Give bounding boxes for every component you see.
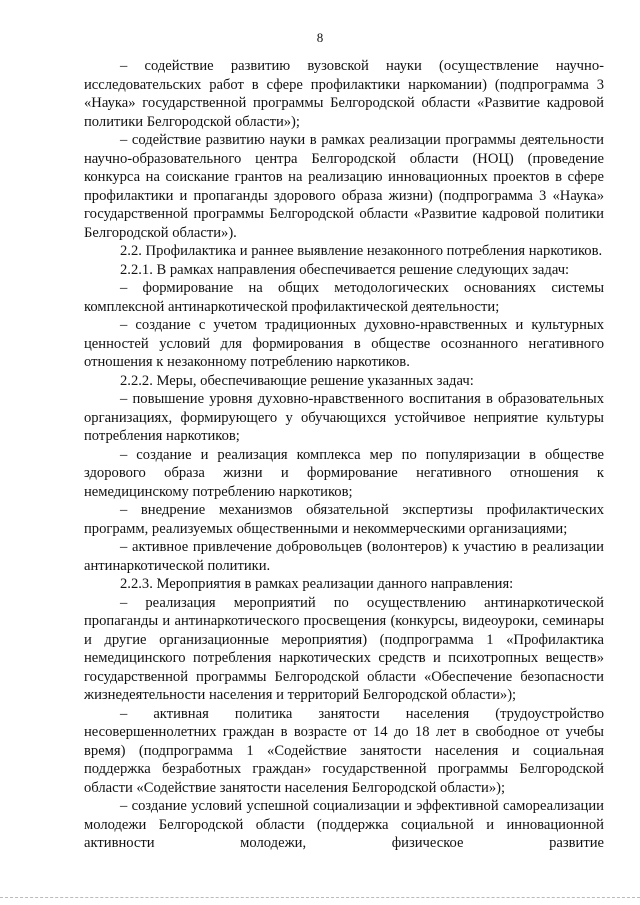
paragraph: – активное привлечение добровольцев (волонтеров) к участию в реализации антинаркотической политики. (84, 539, 604, 574)
paragraph: – повышение уровня духовно-нравственного воспитания в образовательных организациях, формирующего у обучающихся устойчивое неприятие культуры потребления наркотиков; (84, 391, 604, 444)
page-number: 8 (316, 30, 324, 45)
paragraph: 2.2.3. Мероприятия в рамках реализации данного направления: (120, 576, 514, 592)
paragraph: 2.2.2. Меры, обеспечивающие решение указанных задач: (120, 372, 474, 389)
paragraph: – создание условий успешной социализации и эффективной самореализации молодежи Белгородской области (поддержка социальной и инновационной активности молодежи, физическое развитие (84, 798, 604, 851)
paragraph: – содействие развитию науки в рамках реализации программы деятельности научно-образовательного центра Белгородской области (НОЦ) (проведение конкурса на соискание грантов на реализацию инновационных проектов в сфере профилактики и пропаганды здорового образа жизни) (подпрограмма 3 «Наука» государственной программы Белгородской области «Развитие кадровой политики Белгородской области»). (84, 132, 604, 241)
document-body (84, 57, 604, 853)
section-heading: 2.2. Профилактика и раннее выявление незаконного потребления наркотиков. (120, 243, 603, 259)
paragraph: – создание с учетом традиционных духовно-нравственных и культурных ценностей условий для формирования в обществе осознанного негативного отношения к незаконному потреблению наркотиков. (84, 317, 604, 370)
paragraph: – внедрение механизмов обязательной экспертизы профилактических программ, реализуемых общественными и некоммерческими организациями; (84, 502, 604, 537)
scan-edge-line (0, 897, 640, 898)
paragraph: – содействие развитию вузовской науки (осуществление научно-исследовательских работ в сфере профилактики наркомании) (подпрограмма 3 «Наука» государственной программы Белгородской области «Развитие кадровой политики Белгородской области»); (84, 58, 604, 130)
paragraph: – формирование на общих методологических основаниях системы комплексной антинаркотической профилактической деятельности; (84, 280, 604, 315)
paragraph: 2.2.1. В рамках направления обеспечивается решение следующих задач: (120, 261, 570, 278)
paragraph: – реализация мероприятий по осуществлению антинаркотической пропаганды и антинаркотического просвещения (конкурсы, видеоуроки, семинары и другие организационные мероприятия) (подпрограмма 1 «Профилактика немедицинского потребления наркотических средств и психотропных веществ» государственной программы Белгородской области «Обеспечение безопасности жизнедеятельности населения и территорий Белгородской области»); (84, 594, 604, 703)
paragraph: – активная политика занятости населения (трудоустройство несовершеннолетних граждан в возрасте от 14 до 18 лет в свободное от учебы время) (подпрограмма 1 «Содействие занятости населения и социальная поддержка безработных граждан» государственной программы Белгородской области «Содействие занятости населения Белгородской области»); (84, 705, 604, 796)
paragraph: – создание и реализация комплекса мер по популяризации в обществе здорового образа жизни и формирование негативного отношения к немедицинскому потреблению наркотиков; (84, 446, 604, 500)
